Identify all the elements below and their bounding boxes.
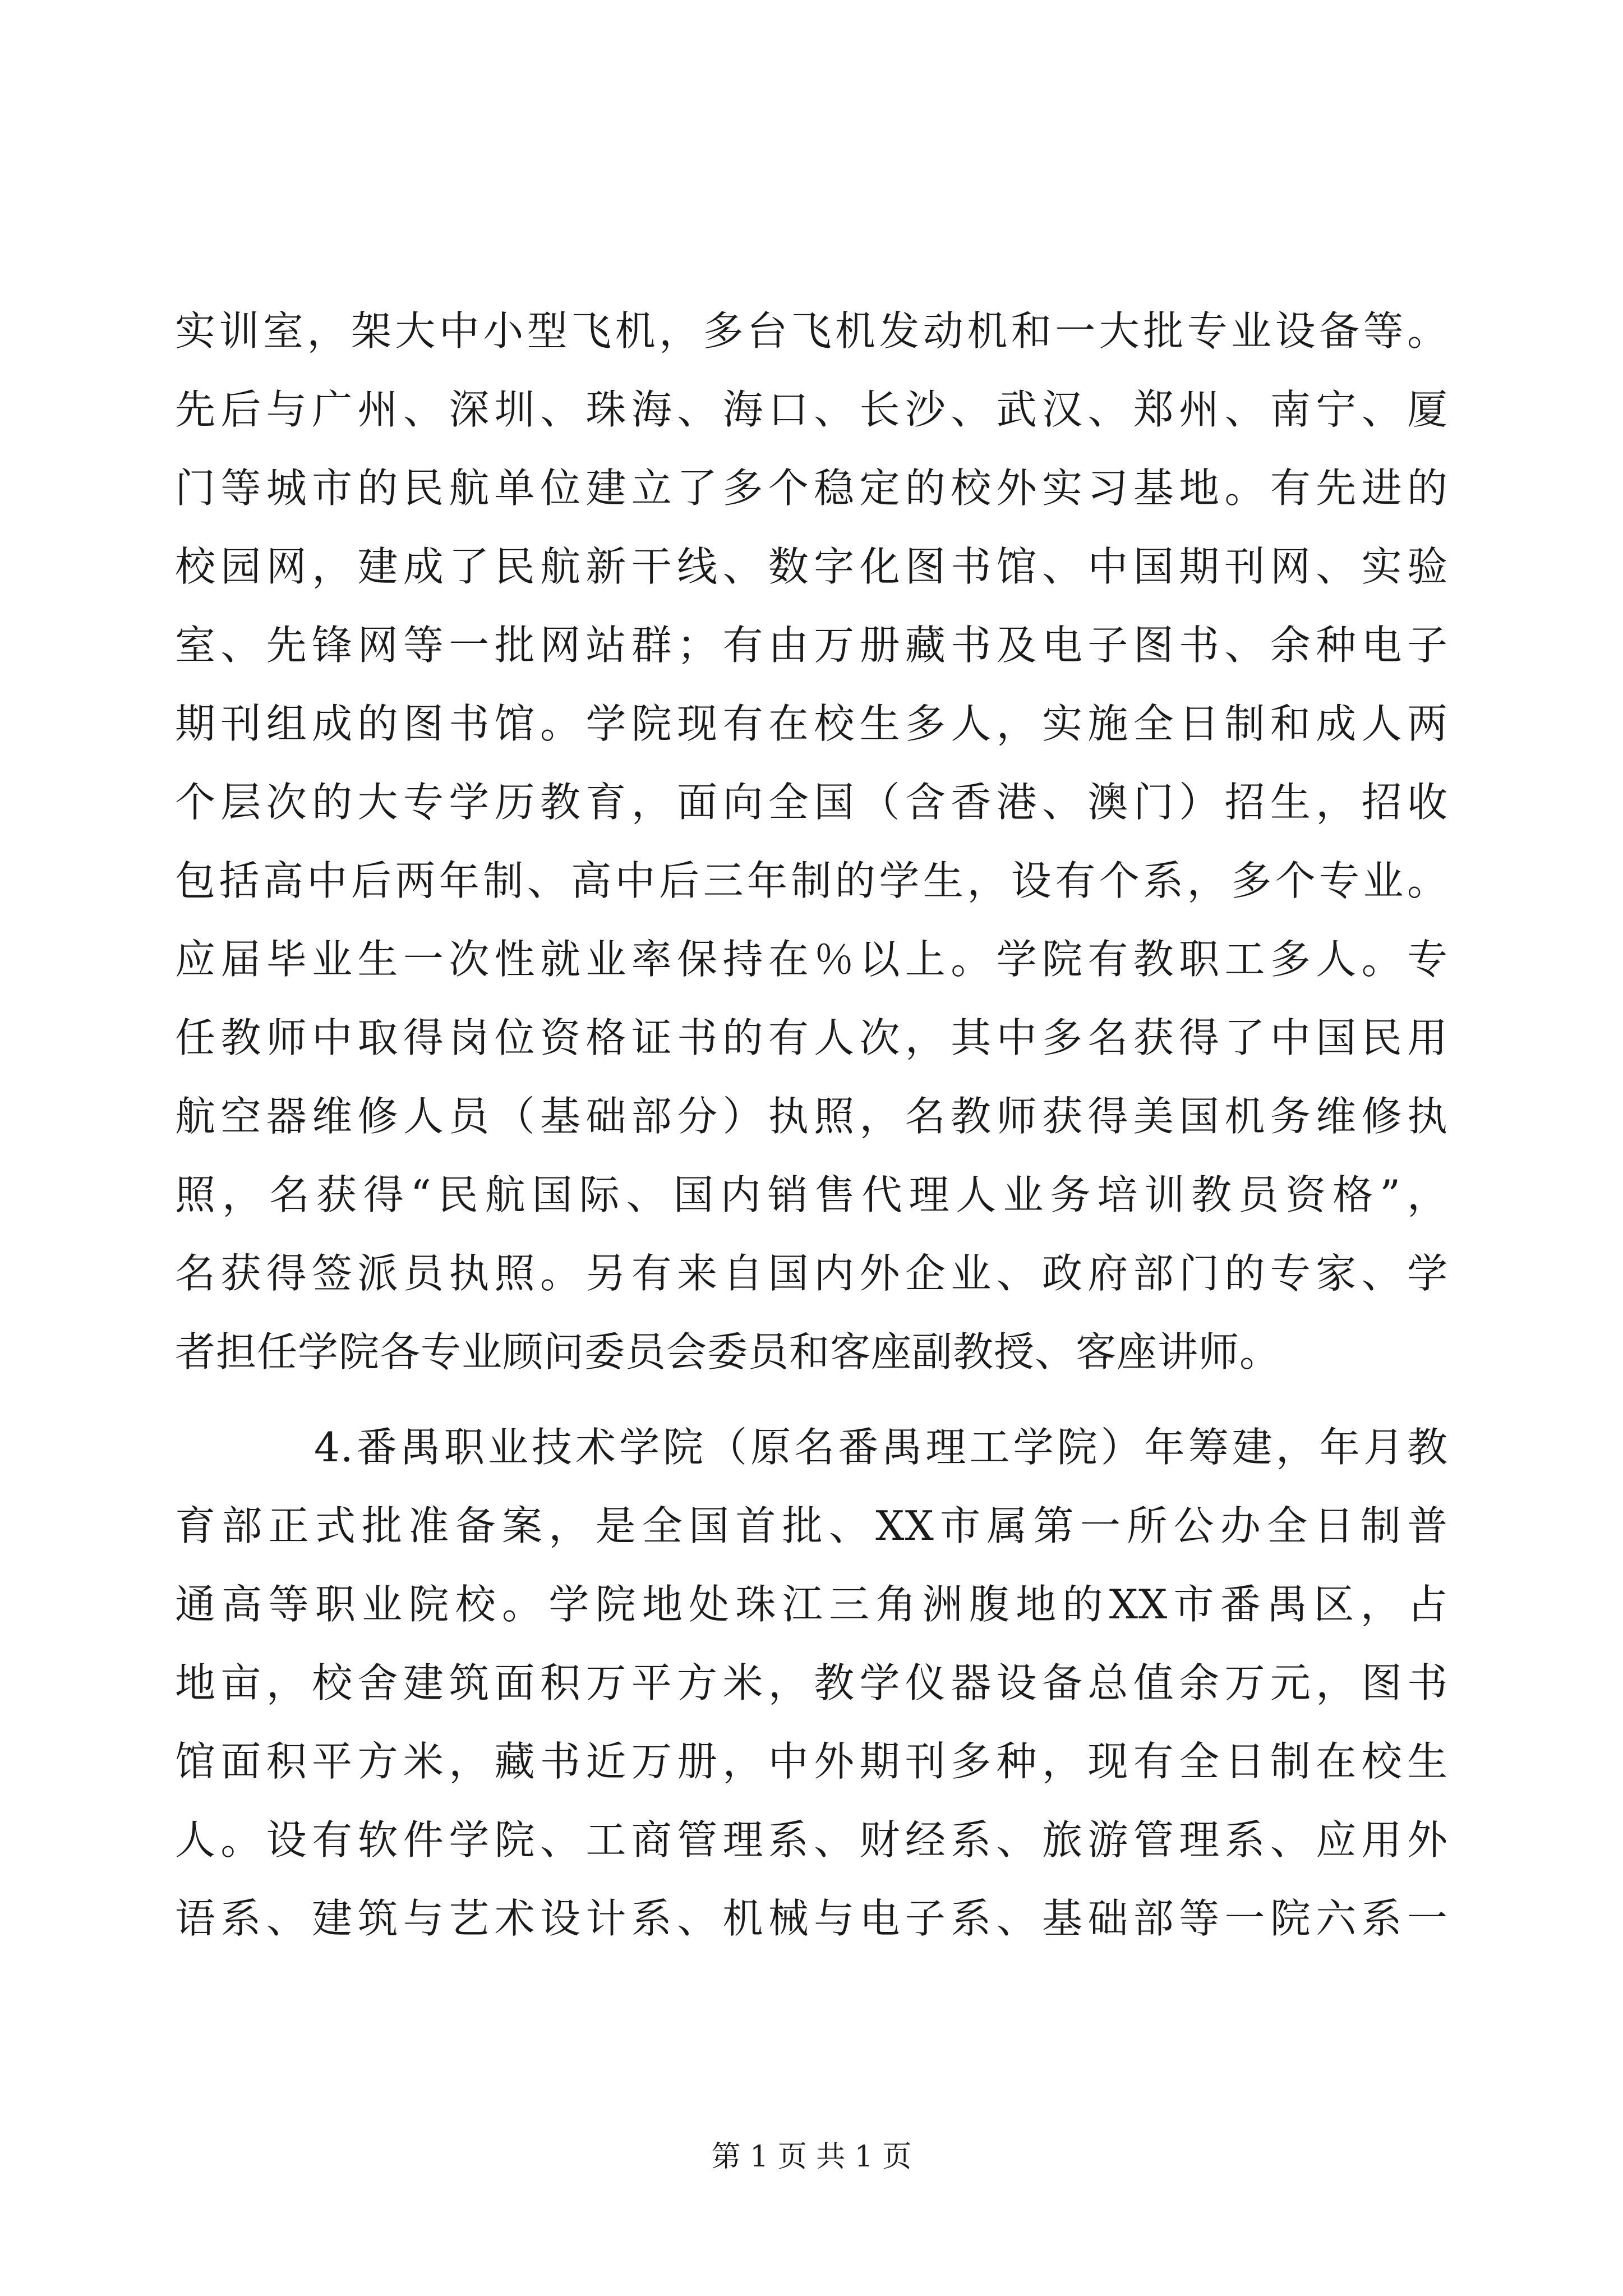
text-line: 先后与广州、深圳、珠海、海口、长沙、武汉、郑州、南宁、厦 xyxy=(175,386,1448,433)
text-line: 期刊组成的图书馆。学院现有在校生多人，实施全日制和成人两 xyxy=(175,700,1448,747)
text-line: 通高等职业院校。学院地处珠江三角洲腹地的XX市番禺区，占 xyxy=(175,1581,1448,1628)
text-line: 馆面积平方米，藏书近万册，中外期刊多种，现有全日制在校生 xyxy=(175,1738,1448,1785)
text-line: 名获得签派员执照。另有来自国内外企业、政府部门的专家、学 xyxy=(175,1250,1448,1297)
text-line: 应届毕业生一次性就业率保持在％以上。学院有教职工多人。专 xyxy=(175,936,1448,983)
text-line: 航空器维修人员（基础部分）执照，名教师获得美国机务维修执 xyxy=(175,1093,1448,1140)
text-line: 地亩，校舍建筑面积万平方米，教学仪器设备总值余万元，图书 xyxy=(175,1659,1448,1706)
paragraph-first-line: 4.番禺职业技术学院（原名番禺理工学院）年筹建，年月教 xyxy=(314,1424,1448,1471)
page-footer: 第 1 页 共 1 页 xyxy=(711,2140,912,2174)
text-line: 语系、建筑与艺术设计系、机械与电子系、基础部等一院六系一 xyxy=(175,1895,1448,1942)
text-line: 包括高中后两年制、高中后三年制的学生，设有个系，多个专业。 xyxy=(175,857,1448,904)
text-line: 门等城市的民航单位建立了多个稳定的校外实习基地。有先进的 xyxy=(175,464,1448,512)
text-line: 任教师中取得岗位资格证书的有人次，其中多名获得了中国民用 xyxy=(175,1014,1448,1061)
text-line: 校园网，建成了民航新干线、数字化图书馆、中国期刊网、实验 xyxy=(175,543,1448,590)
text-line: 实训室，架大中小型飞机，多台飞机发动机和一大批专业设备等。 xyxy=(175,307,1448,355)
text-line: 个层次的大专学历教育，面向全国（含香港、澳门）招生，招收 xyxy=(175,779,1448,826)
text-line: 育部正式批准备案，是全国首批、XX市属第一所公办全日制普 xyxy=(175,1502,1448,1549)
text-line: 人。设有软件学院、工商管理系、财经系、旅游管理系、应用外 xyxy=(175,1816,1448,1864)
text-line: 室、先锋网等一批网站群；有由万册藏书及电子图书、余种电子 xyxy=(175,622,1448,669)
text-line: 者担任学院各专业顾问委员会委员和客座副教授、客座讲师。 xyxy=(175,1328,1281,1375)
text-line: 照，名获得“民航国际、国内销售代理人业务培训教员资格”， xyxy=(175,1171,1448,1218)
